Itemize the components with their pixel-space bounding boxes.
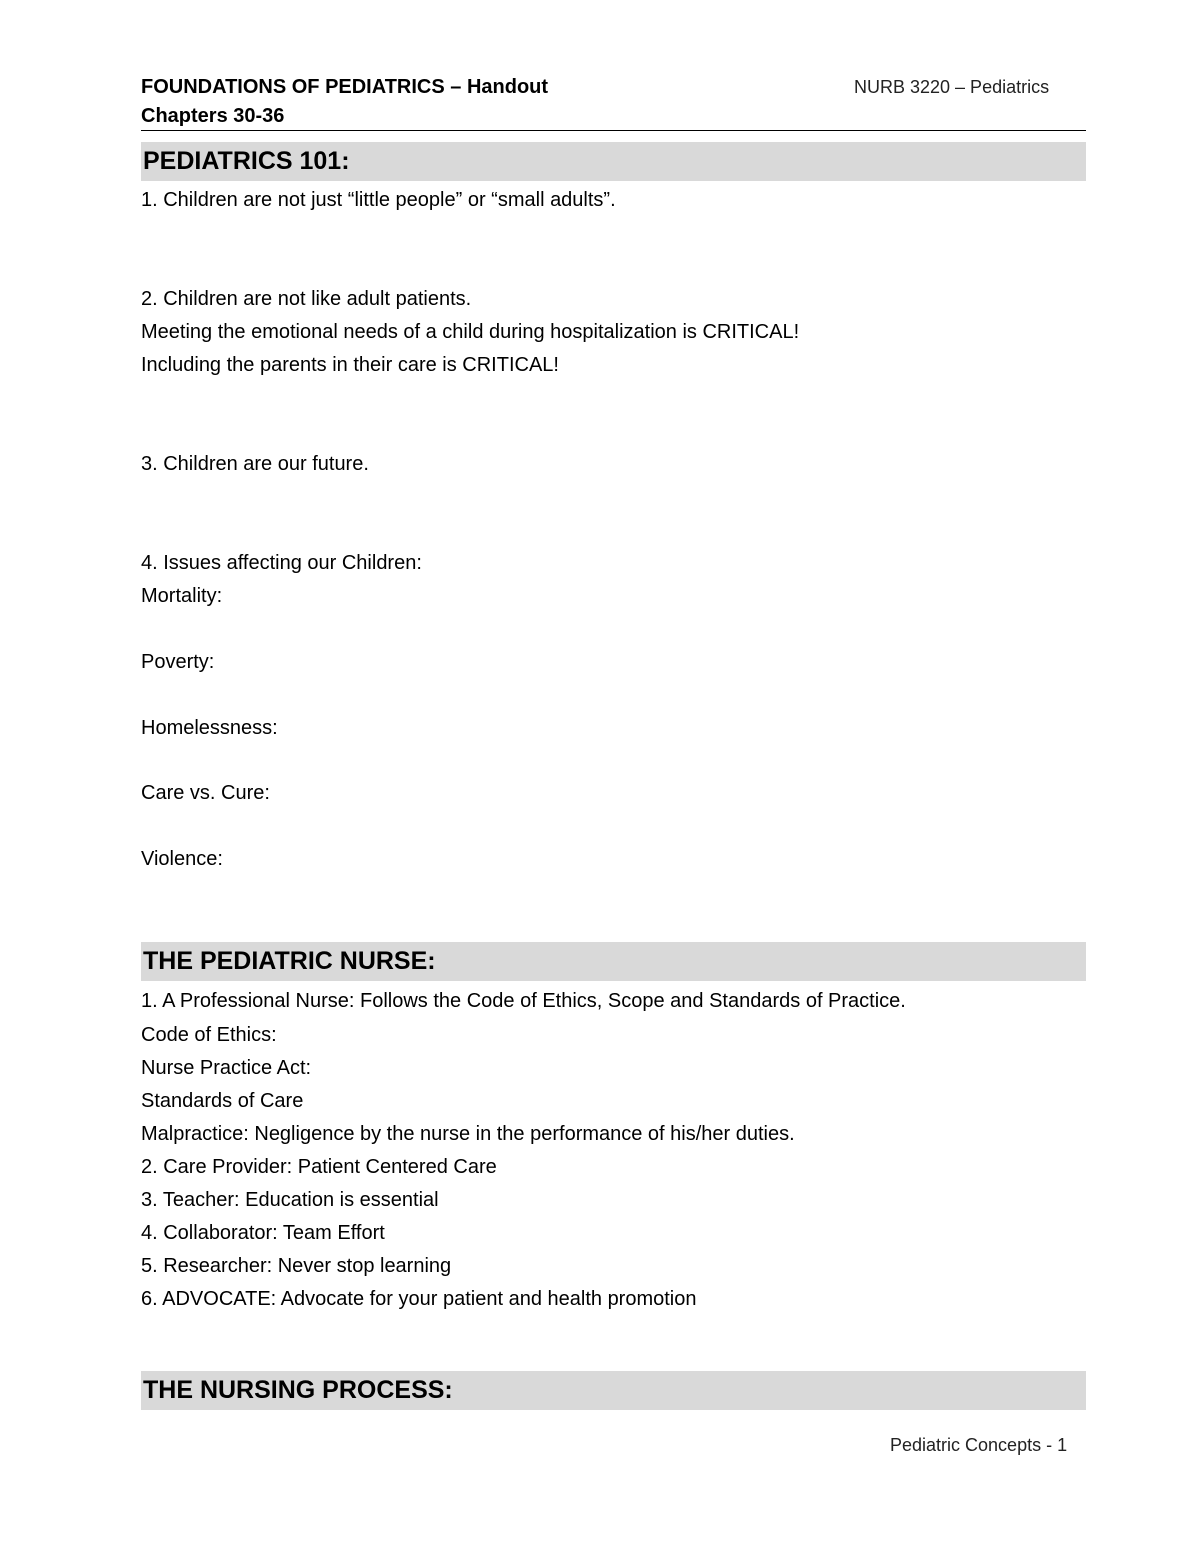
- section-heading-pediatrics-101: PEDIATRICS 101:: [143, 147, 350, 175]
- issue-label: Mortality:: [141, 585, 223, 607]
- section-line: 2. Care Provider: Patient Centered Care: [141, 1156, 497, 1178]
- section-line: 6. ADVOCATE: Advocate for your patient and health promotion: [141, 1288, 697, 1310]
- section-line: Meeting the emotional needs of a child during hospitalization is CRITICAL!: [141, 321, 800, 343]
- section-heading-band: [141, 942, 1086, 981]
- section-heading-band: [141, 1371, 1086, 1410]
- section-line: 4. Issues affecting our Children:: [141, 552, 422, 574]
- course-label: NURB 3220 – Pediatrics: [854, 77, 1050, 97]
- section-line: 3. Teacher: Education is essential: [141, 1189, 439, 1211]
- section-line: 5. Researcher: Never stop learning: [141, 1255, 452, 1277]
- section-line: 2. Children are not like adult patients.: [141, 288, 472, 310]
- section-line: Malpractice: Negligence by the nurse in the performance of his/her duties.: [141, 1123, 795, 1145]
- issue-label: Care vs. Cure:: [141, 782, 270, 804]
- page-footer: Pediatric Concepts - 1: [890, 1435, 1068, 1455]
- section-line: Including the parents in their care is CRITICAL!: [141, 354, 559, 376]
- section-line: 1. Children are not just “little people” or “small adults”.: [141, 189, 616, 211]
- section-line: 3. Children are our future.: [141, 453, 369, 475]
- section-line: Standards of Care: [141, 1090, 304, 1112]
- issue-label: Poverty:: [141, 651, 215, 673]
- document-subtitle: Chapters 30-36: [141, 105, 285, 127]
- section-line: Code of Ethics:: [141, 1024, 277, 1046]
- section-line: Nurse Practice Act:: [141, 1057, 312, 1079]
- header-divider: [141, 130, 1086, 131]
- issue-label: Violence:: [141, 848, 223, 870]
- section-line: 1. A Professional Nurse: Follows the Code of Ethics, Scope and Standards of Practice.: [141, 990, 906, 1012]
- section-heading-pediatric-nurse: THE PEDIATRIC NURSE:: [143, 947, 436, 975]
- section-heading-nursing-process: THE NURSING PROCESS:: [143, 1376, 453, 1404]
- section-heading-band: [141, 142, 1086, 181]
- section-line: 4. Collaborator: Team Effort: [141, 1222, 385, 1244]
- document-title: FOUNDATIONS OF PEDIATRICS – Handout: [141, 76, 549, 98]
- issue-label: Homelessness:: [141, 717, 278, 739]
